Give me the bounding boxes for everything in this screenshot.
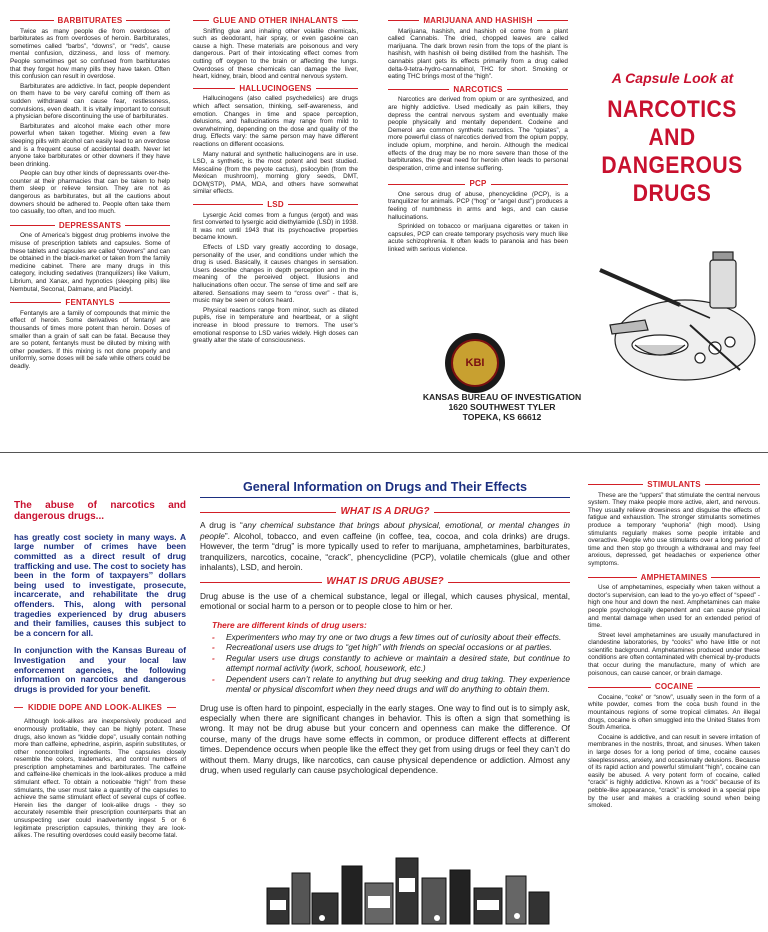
intro-para: In conjunction with the Kansas Bureau of Investigation and your local law enforcement agencies, the following information on narcotics and dangerous drugs is provided for your benefit.	[14, 645, 186, 694]
section-heading-cocaine: COCAINE	[588, 683, 760, 691]
drug-definition: A drug is “any chemical substance that brings about physical, emotional, or mental changes in people”. Alcohol, tobacco, and even caffeine (in coffee, tea, cocoa, and cola drinks) are drugs. However, the term “drug” is more typically used to refer to marijuana, amphetamines, barbiturates, tranquilizers, narcotics, cocaine, “crack”, phencyclidine (PCP), volatile chemicals (glue and other inhalants), LSD, and heroin.	[200, 520, 570, 573]
section-heading-hallucinogens: HALLUCINOGENS	[193, 85, 358, 93]
cover-tagline: A Capsule Look at	[611, 70, 734, 86]
list-item: - Recreational users use drugs to “get high” with friends on special occasions or at parties.	[212, 642, 570, 652]
kinds-heading: There are different kinds of drug users:	[212, 619, 367, 630]
intro-para: has greatly cost society in many ways. A large number of crimes have been committed as a direct result of drug trafficking and use. The cost to society has been in the form of taxpayers’’ dollars being used to investigate, prosecute, incarcerate, and rehabilitate the drug offenders. This, along with personal tragedies experienced by drug abusers and their families, causes this subject to be a concern for all.	[14, 531, 186, 638]
column-3	[388, 14, 568, 256]
pcp-para: Sprinkled on tobacco or marijuana cigarettes or taken in capsules, PCP can create temporary psychosis very much like acute schizophrenia. It often leads to paranoia and has been linked with serious violence.	[388, 223, 568, 254]
barbiturates-para: People can buy other kinds of depressants over-the-counter at their pharmacies that can be taken to help them sleep or relieve tension. They are not as dangerous as barbiturates, but all the cautions about downers should be adhered to. People often take them too casually, too often, and too much.	[10, 170, 170, 216]
kiddie-para: Although look-alikes are inexpensively produced and enormously profitable, they can be highly potent. These drugs, also known as “kiddie dope”, usually contain nothing more than caffeine, ephedrine, aspirin, aspirin substitutes, or other noncontrolled ingredients. The capsules closely resemble the colors, trademarks, and control numbers of prescription amphetamines and barbiturates. The caffeine and caffeine-like chemicals in the look-alikes produce a mild stimulant effect. To obtain a noticeable “high” from these stimulants, the user must take a quantity of the capsules to achieve the same stimulant effect of several cups of coffee. Herein lies the danger of look-alike drugs - they so accurately resemble their prescription counterparts that an unsuspecting user could inadvertently ingest 5 or 6 legitimate prescription capsules, thinking they are look-alikes. The resulting overdoses could easily become fatal.	[14, 718, 186, 840]
cocaine-para: Cocaine, “coke” or “snow”, usually seen in the form of a white powder, comes from the coca bush found in the mountainous regions of some tropical climates. An illegal drugs, cocaine is often smuggled into the United States from South America.	[588, 693, 760, 732]
fentanyls-para: Fentanyls are a family of compounds that mimic the effect of heroin. Some derivatives of fentanyl are thousands of times more potent than heroin. Doses of smaller than a grain of salt can be fatal. Because they are so potent, fentanyls must be diluted by mixing with other powders. If this mixing is not done properly and uniformly, some doses will be safe while others could be deadly.	[10, 309, 170, 370]
column-1	[10, 14, 170, 373]
hallucinogens-para: Hallucinogens (also called psychedelics) are drugs which affect sensation, thinking, self-awareness, and emotion. Changes in time and space perception, delusions, and hallucinations may range from mild to overwhelming, depending on the dose and quality of the drug. Effects vary: the same person may have different reactions on different occasions.	[193, 95, 358, 148]
barbiturates-para: Barbiturates and alcohol make each other more powerful when taken together. Mixing even a few sleeping pills with alcohol can easily lead to an overdose and is a frequent cause of accidental death. Never let anyone take barbiturates or other downers if they have been drinking.	[10, 122, 170, 168]
cover-title-line: DRUGS	[632, 180, 712, 207]
narcotics-para: Narcotics are derived from opium or are synthesized, and are highly addictive. Used medically as pain killers, they depress the central nervous system and eventually make people physically and mentally dependent. Codeine and Demerol are common synthetic narcotics. The “opiates”, a more powerful class of narcotics derived from the opium poppy, include opium, morphine, and heroin. Although the medical effects of the drug may be no more severe than those of the barbiturates, the great need for heroin often leads to personal desperation, crime and intense suffering.	[388, 96, 568, 172]
cover-title-line: AND	[648, 124, 696, 151]
marijuana-para: Marijuana, hashish, and hashish oil come from a plant called Cannabis. The dried, chopped leaves are called marijuana. The dark brown resin from the tops of the plant is hashish, with hashish oil being distilled from the hashish. The cannabis plant gets its effects primarily from a drug called delta-9-tetra-hydro-cannabinol, THC for short. Smoking or eating THC brings most of the “high”.	[388, 27, 568, 81]
lsd-para: Physical reactions range from minor, such as dilated pupils, rise in temperature and heartbeat, or a slight increase in blood pressure to tremors. The user’s emotional response to LSD varies widely. High doses can greatly alter the state of consciousness.	[193, 306, 358, 345]
section-heading-marijuana: MARIJUANA AND HASHISH	[388, 17, 568, 25]
section-heading-kiddie-dope: — KIDDIE DOPE AND LOOK-ALIKES —	[14, 702, 176, 713]
kbi-seal-text: KBI	[451, 339, 499, 387]
address-line: 1620 SOUTHWEST TYLER	[448, 402, 556, 412]
barbiturates-para: Barbiturates are addictive. In fact, people dependent on them have to be very careful coming off them as sudden withdrawal can cause fear, restlessness, convulsions, even death. It is vitally important to consult a physician before discontinuing the use of barbiturates.	[10, 82, 170, 121]
cover-title	[582, 96, 762, 208]
amphetamines-para: Street level amphetamines are usually manufactured in clandestine laboratories, by “cooks” who have little or not scientific background. Amphetamines produced under these conditions are often contaminated with chemical by-products that occur during the manufacture, many of which are poisonous, can cause cancer, or brain damage.	[588, 631, 760, 677]
column-2	[193, 14, 358, 347]
section-heading-narcotics: NARCOTICS	[388, 86, 568, 94]
drug-paraphernalia-illustration	[590, 230, 760, 390]
barbiturates-para: Twice as many people die from overdoses of barbiturates as from overdoses of heroin. Barbiturates, sometimes called “barbs”, “downs”, or “reds”, cause mental confusion, dizziness, and loss of memory. People sometimes get so confused from barbiturates that they forget how many pills they have taken. Often this confusion can result in overdose.	[10, 27, 170, 81]
cover-title-line: NARCOTICS	[607, 96, 737, 123]
section-heading-lsd: LSD	[193, 201, 358, 209]
pcp-para: One serous drug of abuse, phencyclidine (PCP), is a tranquilizer for animals. PCP (“hog” or “angel dust”) produces a feeling of numbness in arms and legs, and can cause hallucinations.	[388, 190, 568, 221]
glue-para: Sniffing glue and inhaling other volatile chemicals, such as deodorant, hair spray, or even gasoline can cause a high. These materials are poisonous and very dangerous. Part of their intoxicating effect comes from cutting off oxygen to the brain or affecting the lungs. Overdoses of these chemicals can damage the liver, heart, kidney, brain, blood and central nervous system.	[193, 27, 358, 81]
kinds-list	[212, 632, 570, 694]
list-item: - Dependent users can’t relate to anything but drug seeking and drug taking. They experience mental or physical discomfort when they need drugs and will do anything to obtain them.	[212, 674, 570, 695]
cocaine-para: Cocaine is addictive, and can result in severe irritation of membranes in the nostrils, throat, and sinuses. When taken in large doses for a long period of time, cocaine causes sleeplessness, anxiety, and occasionally delusions. Because of its rapid action and powerful stimulant “high”, cocaine can easily be abused. A very potent form of cocaine, called “crack” is highly addictive. Known as a “rock” because of its pebble-like appearance, “crack” is smoked in a special pipe by the user and makes a crackling sound when being smoked.	[588, 733, 760, 810]
list-item: - Experimenters who may try one or two drugs a few times out of curiosity about their effects.	[212, 632, 570, 642]
drug-abuse-para: Drug abuse is the use of a chemical substance, legal or illegal, which causes physical, mental, emotional or social harm to a person or to people close to him or her.	[200, 590, 570, 612]
intro-panel	[14, 500, 186, 840]
section-heading-what-is-drug: WHAT IS A DRUG?	[200, 507, 570, 517]
amphetamines-para: Use of amphetamines, especially when taken without a doctor’s supervision, can lead to the yo-yo effect of “speed” - high one hour and down the next. Amphetamines can make people psychologically dependent and can cause physical and mental damage when used for an extended period of time.	[588, 584, 760, 630]
general-info-body	[200, 502, 570, 778]
kbi-address	[392, 392, 612, 422]
section-heading-depressants: DEPRESSANTS	[10, 222, 170, 230]
kbi-seal	[445, 333, 505, 393]
section-heading-amphetamines: AMPHETAMINES	[588, 574, 760, 582]
lsd-para: Effects of LSD vary greatly according to dosage, personality of the user, and conditions under which the drug is used. Basically, it causes changes in sensation. Users describe changes in depth perception and in the meaning of the perceived object. Illusions and hallucinations often occur. The sense of time and self are altered. Sensations may seem to “cross over” - that is, music may be seen or colors heard.	[193, 244, 358, 305]
pill-bottles-illustration	[262, 848, 552, 926]
panel-divider	[0, 452, 768, 453]
list-item: - Regular users use drugs constantly to achieve or maintain a desired state, but continue to attempt normal activity (work, school, housework, etc.)	[212, 653, 570, 674]
depressants-para: One of America’s biggest drug problems involve the misuse of prescription tablets and capsules. Some of these tablets and capsules are called “downers” and can be obtained in the black-market or taken from the family medicine cabinet. There are many drugs in this category, including sedatives (tranquilizers) like Valium, Librium, and Xanax, and hypnotics (sleeping pills) like Nembutal, Seconal, Dalmane, and Placidyl.	[10, 232, 170, 293]
general-info-title: General Information on Drugs and Their Effects	[200, 480, 570, 498]
right-panel	[588, 478, 760, 812]
section-heading-barbiturates: BARBITURATES	[10, 17, 170, 25]
section-heading-drug-abuse: WHAT IS DRUG ABUSE?	[200, 577, 570, 587]
section-heading-fentanyls: FENTANYLS	[10, 299, 170, 307]
hallucinogens-para: Many natural and synthetic hallucinogens are in use. LSD, a synthetic, is the most potent and best studied. Mescaline (from the peyote cactus), psilocybin (from the Mexican mushroom), morning glory seeds, DMT, DOM(STP), PMA, MDA, and others have somewhat similar effects.	[193, 150, 358, 196]
section-heading-pcp: PCP	[388, 180, 568, 188]
section-heading-glue: GLUE AND OTHER INHALANTS	[193, 17, 358, 25]
stimulants-para: These are the “uppers” that stimulate the central nervous system. They make people more active, alert, and nervous. They usually relieve drowsiness and disguise the effects of fatigue and exhaustion. The stronger stimulants sometimes produce a temporary “euphoria” (high mood). Using stimulants regularly makes some people irritable and overactive. People who use stimulants over a long period of time and then stop go through a withdrawal and may feel anxious, depressed, get headaches or experience other symptoms.	[588, 491, 760, 567]
lsd-para: Lysergic Acid comes from a fungus (ergot) and was first converted to lysergic acid diethylamide (LSD) in 1938. It was not until 1943 that its psychoactive properties became known.	[193, 211, 358, 242]
address-line: KANSAS BUREAU OF INVESTIGATION	[422, 392, 582, 402]
cover-title-line: DANGEROUS	[601, 152, 743, 179]
drug-use-para: Drug use is often hard to pinpoint, especially in the early stages. One way to find out is to simply ask, especially when there are significant changes in behavior. This is often a sign that something is wrong. It may not be drug abuse but your concern and openness can make the difference. Of course, many of the drugs have some effects in common, or produce different effects at different times. Dependence occurs when people like the effect they get from using drugs or feel they can’t do without them. Many drugs, like narcotics, can cause physical dependence or addiction. Almost any drug, when used regularly can cause psychological dependence.	[200, 702, 570, 775]
address-line: TOPEKA, KS 66612	[462, 412, 542, 422]
intro-heading: The abuse of narcotics and dangerous drugs...	[14, 500, 186, 523]
section-heading-stimulants: STIMULANTS	[588, 481, 760, 489]
